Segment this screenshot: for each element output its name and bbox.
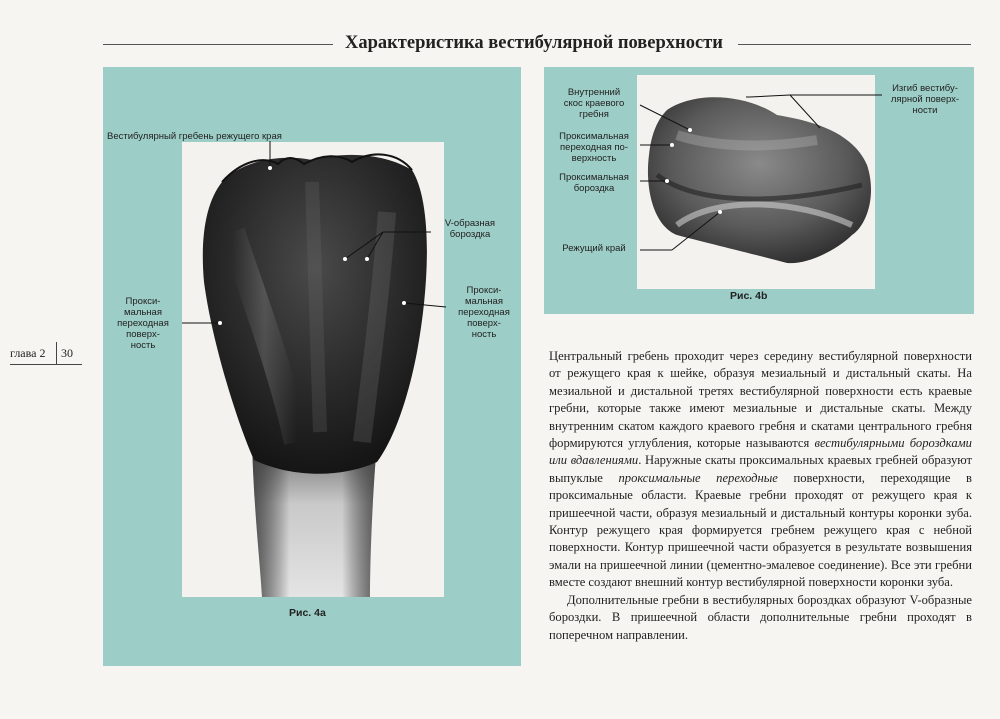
label-vestibular-ridge: Вестибулярный гребень режущего края <box>107 131 282 142</box>
label-proximal-groove: Проксимальная бороздка <box>559 172 629 194</box>
page-number-separator <box>56 342 57 364</box>
header-rule-right <box>738 44 971 45</box>
figure-4a-panel <box>103 67 521 666</box>
figure-4b-caption: Рис. 4b <box>730 290 768 302</box>
tooth-vestibular-image <box>182 142 444 597</box>
tooth-incisal-image <box>637 75 875 289</box>
page-number: 30 <box>61 346 73 360</box>
figure-4a-photo <box>182 142 444 597</box>
figure-4a-caption: Рис. 4а <box>289 607 326 619</box>
page-title: Характеристика вестибулярной поверхности <box>345 33 723 53</box>
label-cutting-edge: Режущий край <box>562 243 626 254</box>
label-vestibular-bend: Изгиб вестибу- лярной поверх- ности <box>890 83 960 116</box>
figure-4b-photo <box>637 75 875 289</box>
label-inner-slope: Внутренний скос краевого гребня <box>563 87 625 120</box>
paragraph-1: Центральный гребень проходит через середину вестибулярной поверхности от режущего края к шейке, образуя мезиальный и дистальный скаты. На мезиальной и дистальной третях вестибулярной поверхности есть краевые гребни, которые также имеют мезиальные и дистальные скаты. Между внутренним скатом каждого краевого гребня и скатами центрального гребня формируются углубления, которые называются вестибулярными бороздками или вдавлениями. Наружные скаты проксимальных краевых гребней образуют выпуклые проксимальные переходные поверхности, переходящие в проксимальные области. Краевые гребни проходят от режущего края к пришеечной части, образуя мезиальный и дистальный контуры коронки зуба. Контур режущего края формируется гребнем режущего края с небной поверхности. Контур пришеечной части образуется в результате возвышения эмали на пришеечной линии (цементно-эмалевое соединение). Все эти гребни вместе создают внешний контур вестибулярной поверхности коронки зуба. <box>549 349 972 590</box>
chapter-label: глава 2 <box>10 346 46 360</box>
body-text <box>549 348 972 644</box>
paragraph-2: Дополнительные гребни в вестибулярных бороздках образуют V-образные бороздки. В пришеечной области дополнительные гребни проходят в поперечном направлении. <box>549 592 972 642</box>
header-rule-left <box>103 44 333 45</box>
label-v-groove: V-образная бороздка <box>444 218 496 240</box>
label-proximal-surface-left: Прокси- мальная переходная поверх- ность <box>117 296 169 351</box>
page-number-rule <box>10 364 82 365</box>
label-proximal-transition-surface: Проксимальная переходная по- верхность <box>559 131 629 164</box>
label-proximal-surface-right: Прокси- мальная переходная поверх- ность <box>458 285 510 340</box>
